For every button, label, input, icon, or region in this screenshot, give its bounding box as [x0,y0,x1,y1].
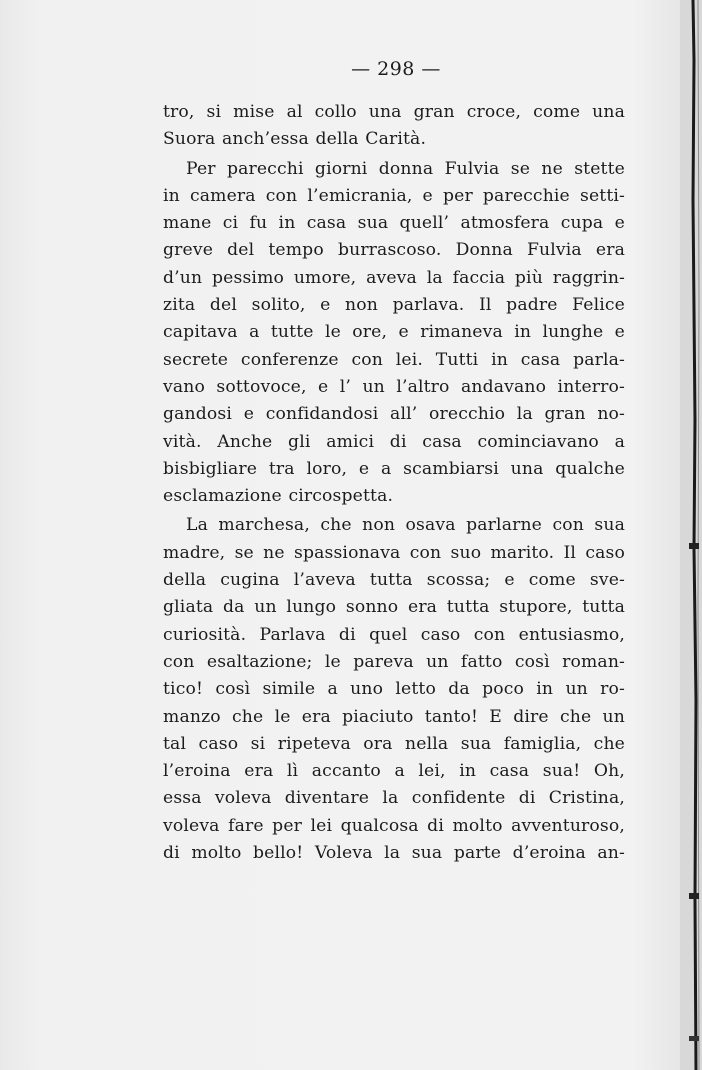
text-line: curiosità. Parlava di quel caso con entusiasmo, [163,624,625,645]
page-number: — 298 — [351,58,441,80]
text-line: esclamazione circospetta. [163,486,394,507]
paragraph [163,156,625,511]
text-line: vano sottovoce, e l’ un l’altro andavano interro- [163,376,625,397]
text-line: tro, si mise al collo una gran croce, come una [163,102,625,122]
text-line: secrete conferenze con lei. Tutti in casa parla- [163,349,625,370]
text-line: capitava a tutte le ore, e rimaneva in lunghe e [163,322,625,343]
text-line: bisbigliare tra loro, e a scambiarsi una qualche [163,458,625,479]
text-line: della cugina l’aveva tutta scossa; e come sve- [163,570,625,591]
text-line: Per parecchi giorni donna Fulvia se ne stette [186,158,625,179]
text-line: Suora anch’essa della Carità. [163,129,427,150]
body-text [163,99,625,867]
text-line: La marchesa, che non osava parlarne con sua [186,515,625,536]
text-line: madre, se ne spassionava con suo marito. Il caso [163,542,625,563]
text-line: voleva fare per lei qualcosa di molto avventuroso, [163,815,625,836]
text-line: gandosi e confidandosi all’ orecchio la gran no- [163,404,625,425]
text-line: in camera con l’emicrania, e per parecchie setti- [163,185,625,206]
text-line: zita del solito, e non parlava. Il padre Felice [163,295,625,316]
text-line: tico! così simile a uno letto da poco in un ro- [163,679,625,700]
text-line: d’un pessimo umore, aveva la faccia più raggrin- [163,267,625,288]
text-line: essa voleva diventare la confidente di Cristina, [163,788,625,809]
text-line: con esaltazione; le pareva un fatto così roman- [163,651,625,672]
paragraph [163,99,625,154]
text-line: tal caso si ripeteva ora nella sua famiglia, che [163,733,625,754]
text-line: di molto bello! Voleva la sua parte d’eroina an- [163,843,625,864]
binding-edge [680,0,702,1070]
text-line: l’eroina era lì accanto a lei, in casa sua! Oh, [163,761,625,782]
text-line: manzo che le era piaciuto tanto! E dire che un [163,706,625,727]
text-line: mane ci fu in casa sua quell’ atmosfera cupa e [163,213,625,234]
text-line: vità. Anche gli amici di casa cominciavano a [163,431,625,452]
paragraph [163,512,625,867]
text-line: greve del tempo burrascoso. Donna Fulvia era [163,240,625,261]
text-line: gliata da un lungo sonno era tutta stupore, tutta [163,597,625,618]
